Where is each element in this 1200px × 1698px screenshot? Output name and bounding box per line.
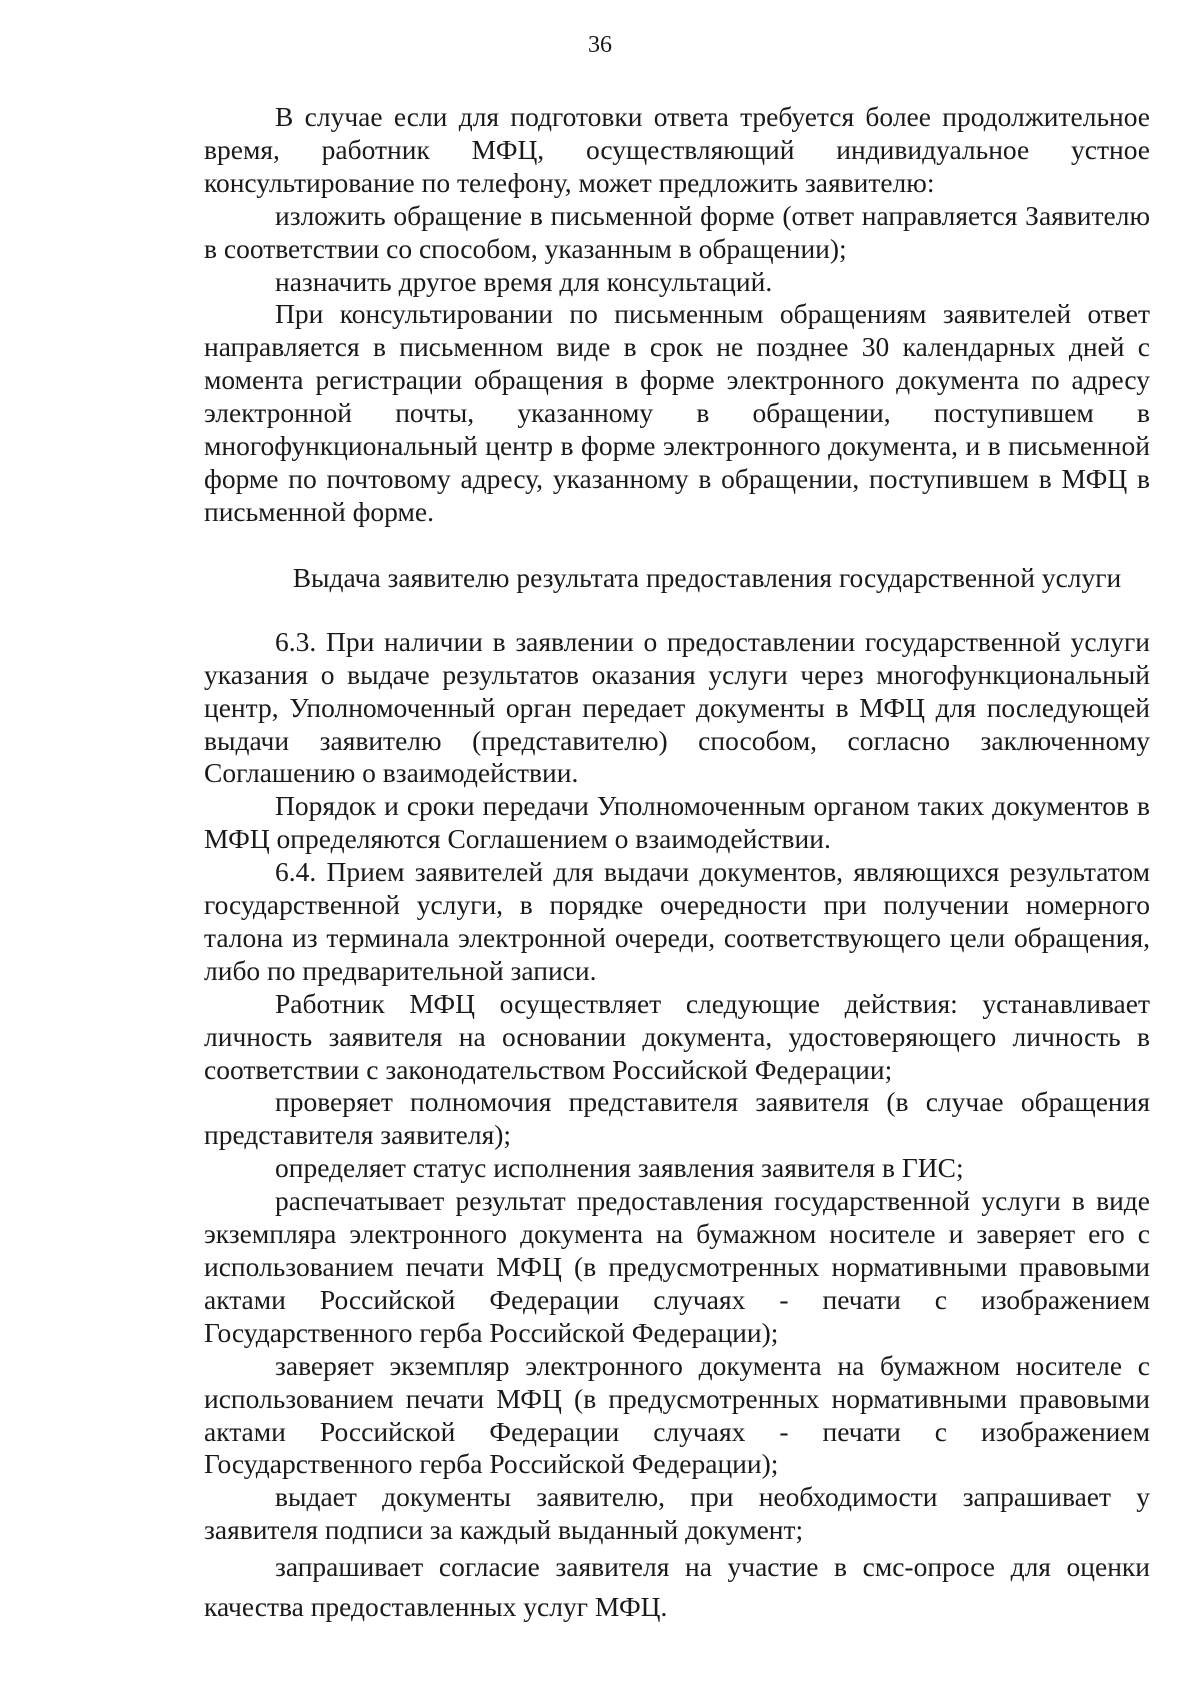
- spacer: [204, 594, 1150, 626]
- paragraph: проверяет полномочия представителя заявителя (в случае обращения представителя заявителя);: [204, 1086, 1150, 1151]
- spacer: [204, 529, 1150, 561]
- paragraph: 6.3. При наличии в заявлении о предоставлении государственной услуги указания о выдаче результатов оказания услуги через многофункциональный центр, Уполномоченный орган передает документы в МФЦ для последующей выдачи заявителю (представителю) способом, согласно заключенному Соглашению о взаимодействии.: [204, 625, 1150, 789]
- paragraph: изложить обращение в письменной форме (ответ направляется Заявителю в соответствии со способом, указанным в обращении);: [204, 199, 1150, 264]
- paragraph: 6.4. Прием заявителей для выдачи документов, являющихся результатом государственной услуги, в порядке очередности при получении номерного талона из терминала электронной очереди, соответствующего цели обращения, либо по предварительной записи.: [204, 856, 1150, 986]
- paragraph: В случае если для подготовки ответа требуется более продолжительное время, работник МФЦ, осуществляющий индивидуальное устное консультирование по телефону, может предложить заявителю:: [204, 101, 1150, 198]
- paragraph: определяет статус исполнения заявления заявителя в ГИС;: [275, 1152, 964, 1184]
- paragraph: запрашивает согласие заявителя на участие в смс-опросе для оценки качества предоставленных услуг МФЦ.: [204, 1551, 1150, 1623]
- paragraph: заверяет экземпляр электронного документа на бумажном носителе с использованием печати МФЦ (в предусмотренных нормативными правовыми актами Российской Федерации случаях - печати с изображением Государственного герба Российской Федерации);: [204, 1349, 1150, 1480]
- section-heading: Выдача заявителю результата предоставления государственной услуги: [292, 561, 1122, 593]
- paragraph: распечатывает результат предоставления государственной услуги в виде экземпляра электронного документа на бумажном носителе и заверяет его с использованием печати МФЦ (в предусмотренных нормативными правовыми актами Российской Федерации случаях - печати с изображением Государственного герба Российской Федерации);: [204, 1185, 1150, 1348]
- page-number: 36: [588, 32, 612, 58]
- document-body: [204, 101, 1150, 1627]
- paragraph: Работник МФЦ осуществляет следующие действия: устанавливает личность заявителя на основании документа, удостоверяющего личность в соответствии с законодательством Российской Федерации;: [204, 987, 1150, 1085]
- paragraph: При консультировании по письменным обращениям заявителей ответ направляется в письменном виде в срок не позднее 30 календарных дней с момента регистрации обращения в форме электронного документа по адресу электронной почты, указанному в обращении, поступившем в многофункциональный центр в форме электронного документа, и в письменной форме по почтовому адресу, указанному в обращении, поступившем в МФЦ в письменной форме.: [204, 298, 1150, 527]
- paragraph: Порядок и сроки передачи Уполномоченным органом таких документов в МФЦ определяются Соглашением о взаимодействии.: [204, 790, 1150, 855]
- paragraph: назначить другое время для консультаций.: [275, 265, 773, 297]
- paragraph: выдает документы заявителю, при необходимости запрашивает у заявителя подписи за каждый выданный документ;: [204, 1481, 1150, 1546]
